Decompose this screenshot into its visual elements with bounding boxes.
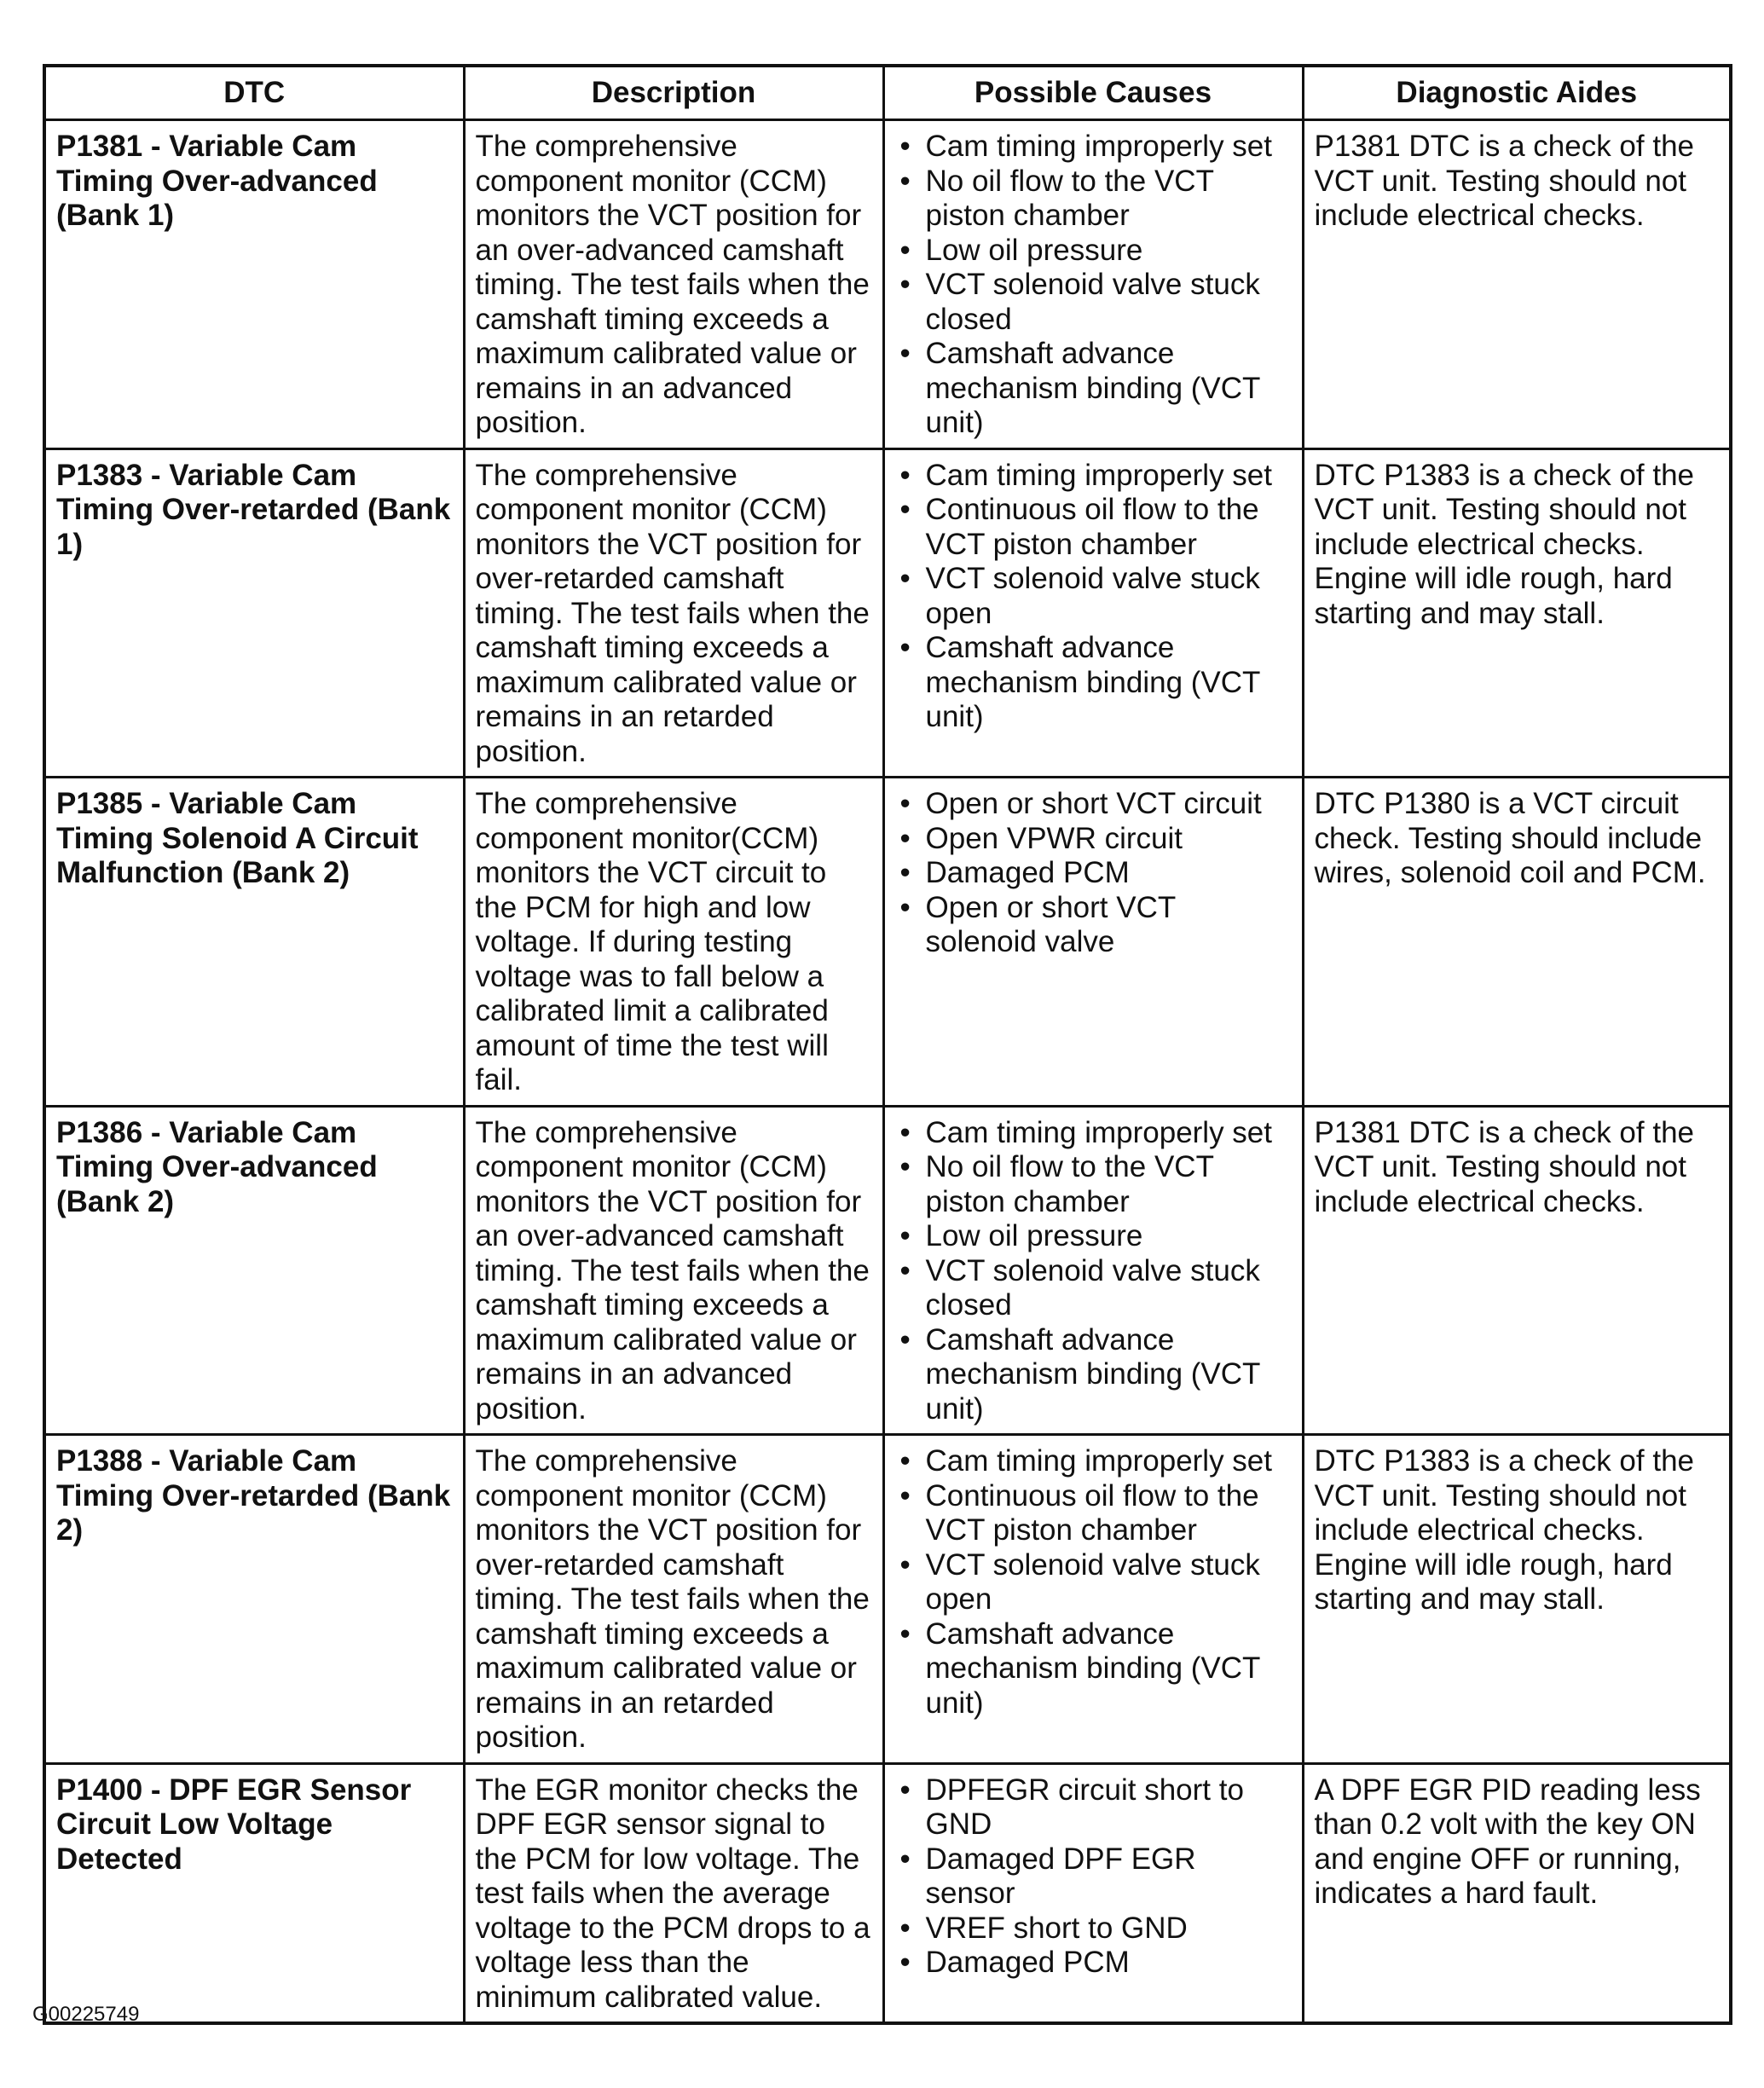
description-cell: The comprehensive component monitor (CCM) monitors the VCT position for over-retarded camshaft timing. The test fails when the camshaft timing exceeds a maximum calibrated value or remains in an retarded position. <box>464 448 883 778</box>
cause-item: • Damaged PCM <box>895 1946 1292 1981</box>
table-row <box>44 1435 1731 1764</box>
diagnostic-aides-cell: A DPF EGR PID reading less than 0.2 volt with the key ON and engine OFF or running, indicates a hard fault. <box>1303 1763 1731 2023</box>
description-cell: The comprehensive component monitor (CCM) monitors the VCT position for an over-advanced camshaft timing. The test fails when the camshaft timing exceeds a maximum calibrated value or remains in an advanced position. <box>464 120 883 449</box>
causes-list <box>895 130 1292 441</box>
header-diagnostic-aides: Diagnostic Aides <box>1303 66 1731 120</box>
causes-list <box>895 1116 1292 1427</box>
possible-causes-cell <box>883 1763 1303 2023</box>
cause-item: • Cam timing improperly set <box>895 1116 1292 1151</box>
possible-causes-cell <box>883 1106 1303 1435</box>
possible-causes-cell <box>883 1435 1303 1764</box>
table-row <box>44 1106 1731 1435</box>
cause-item: • VCT solenoid valve stuck closed <box>895 268 1292 337</box>
possible-causes-cell <box>883 448 1303 778</box>
cause-item: • Camshaft advance mechanism binding (VCT unit) <box>895 1617 1292 1721</box>
diagnostic-aides-cell: DTC P1380 is a VCT circuit check. Testing should include wires, solenoid coil and PCM. <box>1303 778 1731 1107</box>
description-cell: The comprehensive component monitor(CCM) monitors the VCT circuit to the PCM for high and low voltage. If during testing voltage was to fall below a calibrated limit a calibrated amount of time the test will fail. <box>464 778 883 1107</box>
cause-item: • Camshaft advance mechanism binding (VCT unit) <box>895 337 1292 441</box>
dtc-code-cell: P1400 - DPF EGR Sensor Circuit Low Voltage Detected <box>44 1763 464 2023</box>
cause-item: • Cam timing improperly set <box>895 459 1292 494</box>
cause-item: • Damaged PCM <box>895 856 1292 891</box>
cause-item: • Damaged DPF EGR sensor <box>895 1842 1292 1912</box>
table-row <box>44 120 1731 449</box>
description-cell: The comprehensive component monitor (CCM) monitors the VCT position for an over-advanced camshaft timing. The test fails when the camshaft timing exceeds a maximum calibrated value or remains in an advanced position. <box>464 1106 883 1435</box>
dtc-code-cell: P1386 - Variable Cam Timing Over-advanced (Bank 2) <box>44 1106 464 1435</box>
causes-list <box>895 1444 1292 1721</box>
description-cell: The comprehensive component monitor (CCM) monitors the VCT position for over-retarded camshaft timing. The test fails when the camshaft timing exceeds a maximum calibrated value or remains in an retarded position. <box>464 1435 883 1764</box>
cause-item: • Continuous oil flow to the VCT piston chamber <box>895 493 1292 562</box>
dtc-code-cell: P1388 - Variable Cam Timing Over-retarded (Bank 2) <box>44 1435 464 1764</box>
header-description: Description <box>464 66 883 120</box>
header-possible-causes: Possible Causes <box>883 66 1303 120</box>
table-row <box>44 778 1731 1107</box>
cause-item: • Open or short VCT circuit <box>895 787 1292 822</box>
cause-item: • Continuous oil flow to the VCT piston chamber <box>895 1479 1292 1548</box>
table-body <box>44 120 1731 2024</box>
cause-item: • Cam timing improperly set <box>895 1444 1292 1479</box>
diagnostic-aides-cell: DTC P1383 is a check of the VCT unit. Testing should not include electrical checks. Engine will idle rough, hard starting and may stall. <box>1303 448 1731 778</box>
cause-item: • Open or short VCT solenoid valve <box>895 891 1292 960</box>
cause-item: • No oil flow to the VCT piston chamber <box>895 165 1292 234</box>
header-row <box>44 66 1731 120</box>
cause-item: • Low oil pressure <box>895 234 1292 269</box>
cause-item: • No oil flow to the VCT piston chamber <box>895 1150 1292 1219</box>
table-row <box>44 448 1731 778</box>
dtc-code-cell: P1385 - Variable Cam Timing Solenoid A Circuit Malfunction (Bank 2) <box>44 778 464 1107</box>
cause-item: • Camshaft advance mechanism binding (VCT unit) <box>895 1323 1292 1427</box>
cause-item: • Open VPWR circuit <box>895 822 1292 857</box>
diagnostic-aides-cell: P1381 DTC is a check of the VCT unit. Testing should not include electrical checks. <box>1303 120 1731 449</box>
cause-item: • Cam timing improperly set <box>895 130 1292 165</box>
diagnostic-aides-cell: DTC P1383 is a check of the VCT unit. Testing should not include electrical checks. Engine will idle rough, hard starting and may stall. <box>1303 1435 1731 1764</box>
possible-causes-cell <box>883 120 1303 449</box>
diagnostic-aides-cell: P1381 DTC is a check of the VCT unit. Testing should not include electrical checks. <box>1303 1106 1731 1435</box>
table-row <box>44 1763 1731 2023</box>
dtc-table <box>43 64 1732 2025</box>
causes-list <box>895 787 1292 960</box>
causes-list <box>895 1773 1292 1981</box>
cause-item: • Camshaft advance mechanism binding (VCT unit) <box>895 631 1292 735</box>
cause-item: • VCT solenoid valve stuck open <box>895 1548 1292 1617</box>
description-cell: The EGR monitor checks the DPF EGR sensor signal to the PCM for low voltage. The test fails when the average voltage to the PCM drops to a voltage less than the minimum calibrated value. <box>464 1763 883 2023</box>
header-dtc: DTC <box>44 66 464 120</box>
figure-id: G00225749 <box>32 2003 140 2026</box>
cause-item: • DPFEGR circuit short to GND <box>895 1773 1292 1842</box>
cause-item: • Low oil pressure <box>895 1219 1292 1254</box>
cause-item: • VCT solenoid valve stuck open <box>895 562 1292 631</box>
dtc-code-cell: P1381 - Variable Cam Timing Over-advanced (Bank 1) <box>44 120 464 449</box>
dtc-code-cell: P1383 - Variable Cam Timing Over-retarded (Bank 1) <box>44 448 464 778</box>
causes-list <box>895 459 1292 735</box>
cause-item: • VREF short to GND <box>895 1912 1292 1946</box>
possible-causes-cell <box>883 778 1303 1107</box>
cause-item: • VCT solenoid valve stuck closed <box>895 1254 1292 1323</box>
